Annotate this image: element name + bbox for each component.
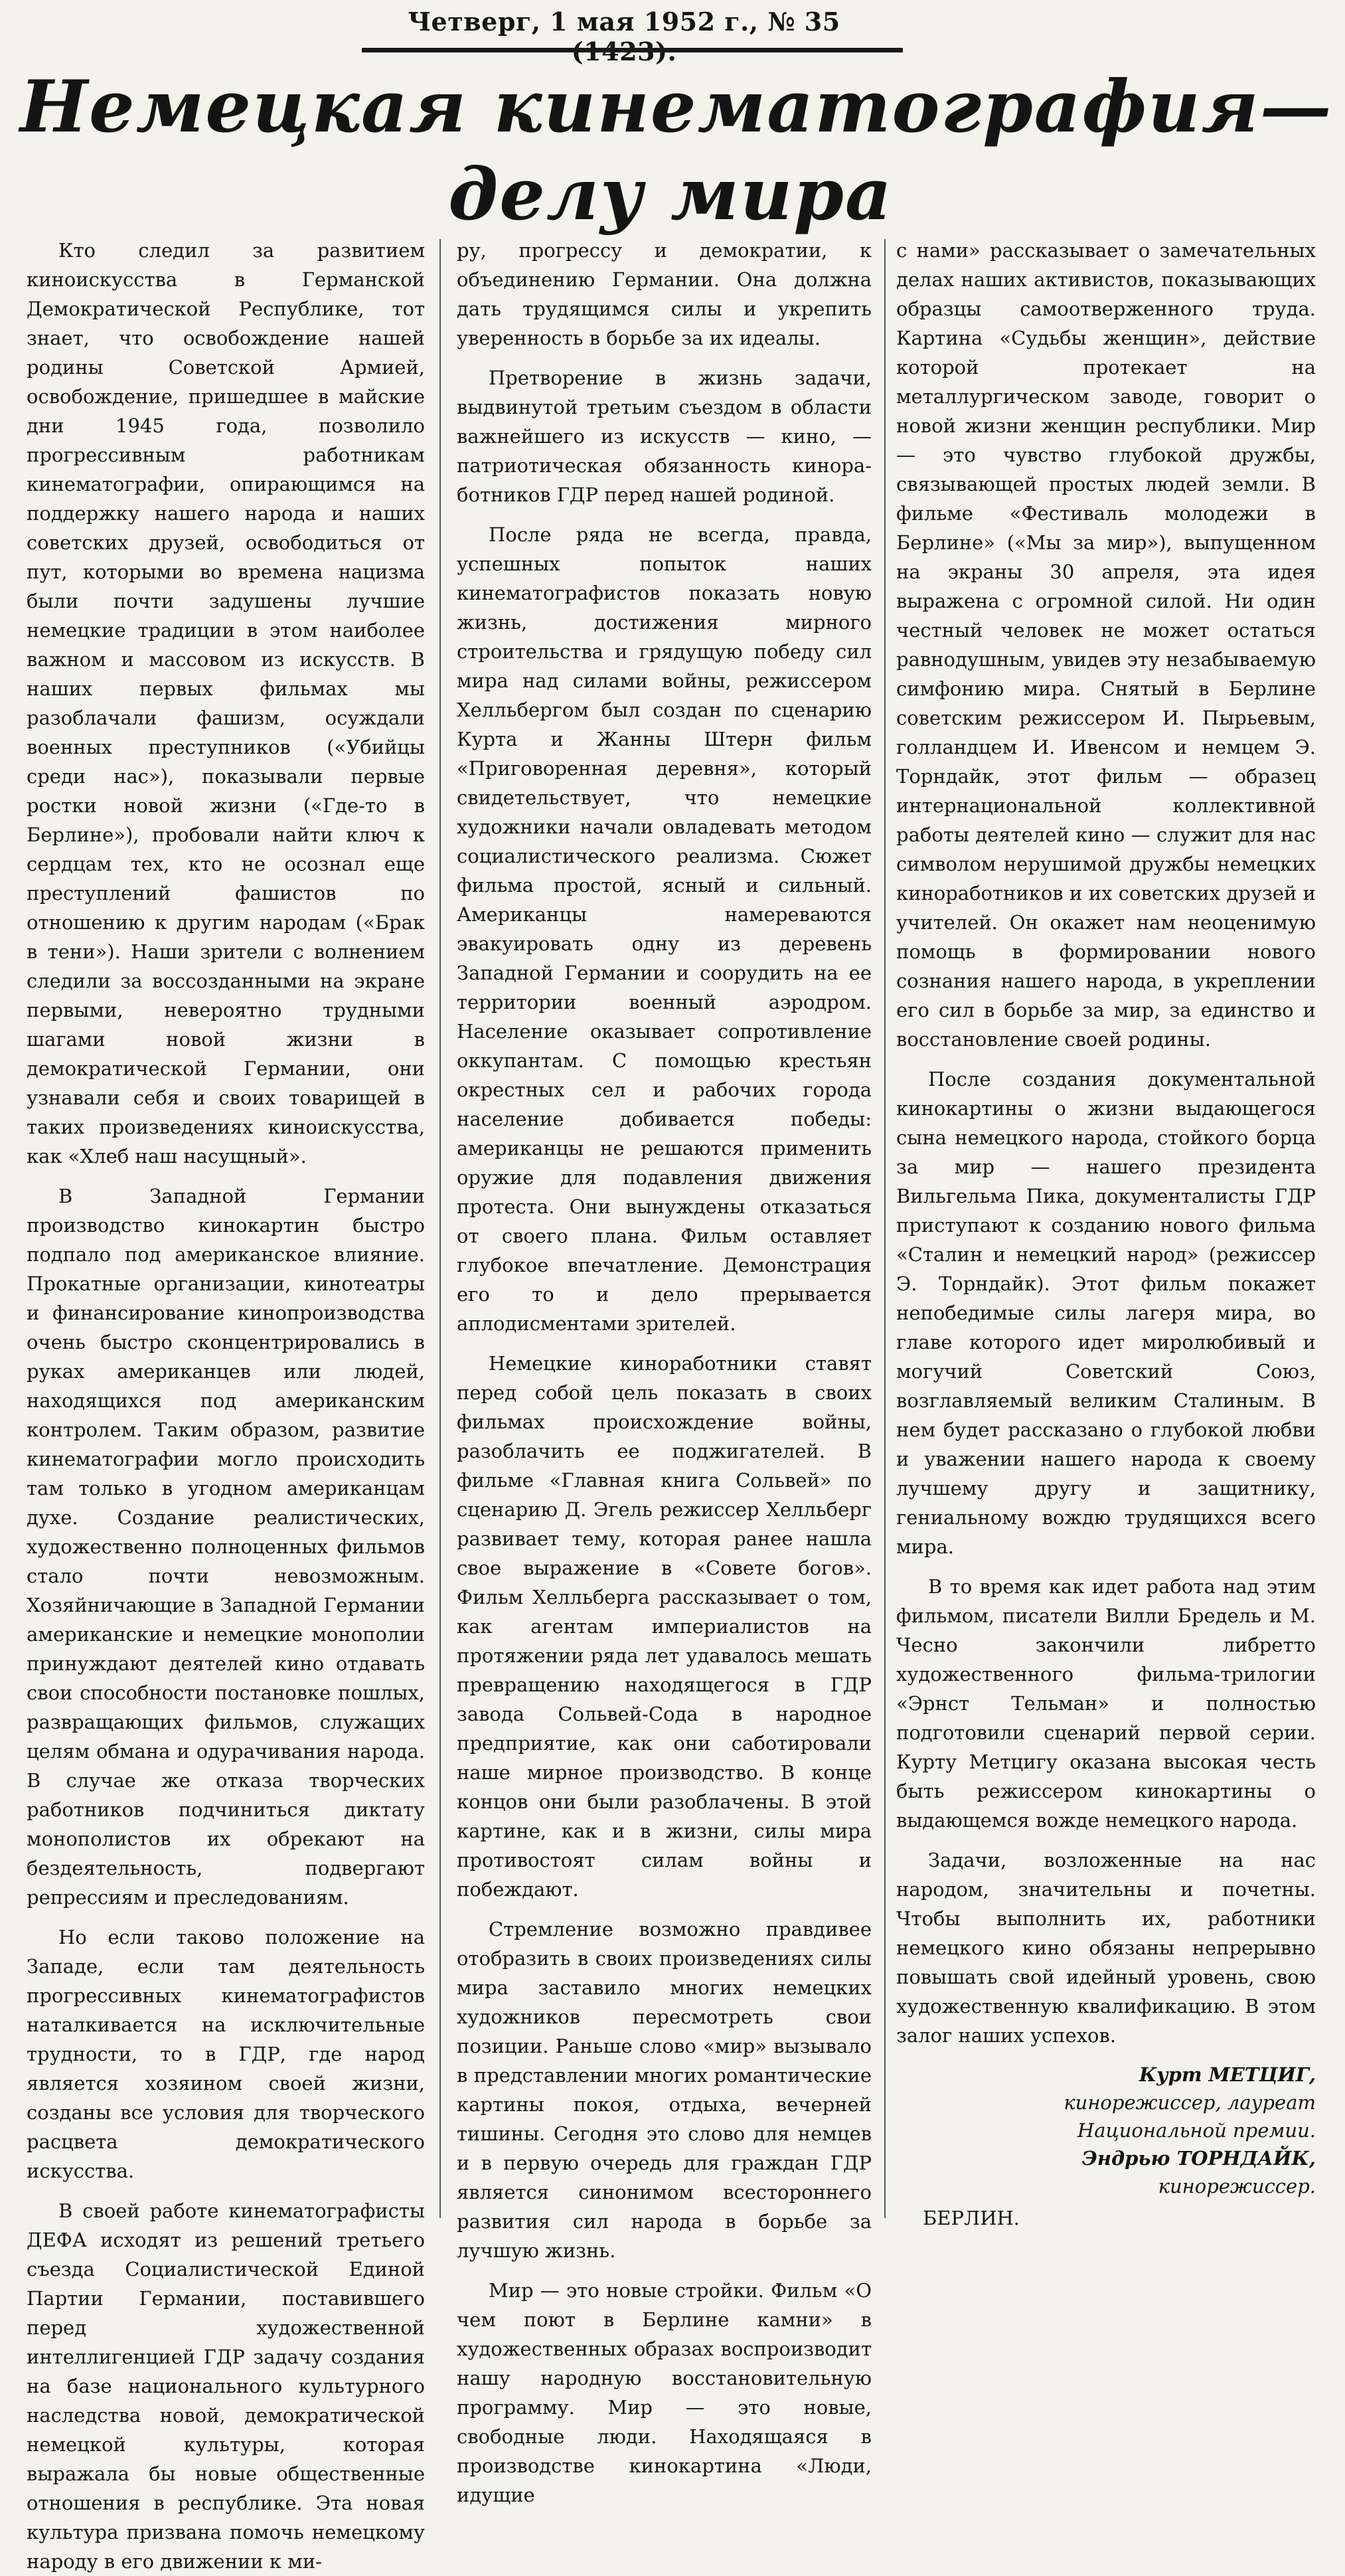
author-role-2: кинорежиссер. — [1158, 2175, 1316, 2197]
article-headline — [20, 63, 1333, 238]
article-column-3 — [896, 236, 1316, 2229]
paragraph: Мир — это новые стройки. Фильм «О чем поют в Берлине камни» в художественных образах воспроизводит нашу народную восстановительную программу. Мир — это новые, свободные люди. Находящаяся в производстве кинокартина «Люди, идущие — [457, 2279, 872, 2506]
dateline-rule — [362, 48, 903, 52]
headline-line-2: делу мира — [448, 153, 893, 236]
author-name-2: Эндрью ТОРНДАЙК, — [1081, 2147, 1316, 2170]
column-rule-1 — [439, 239, 441, 2218]
signature-block — [896, 2061, 1316, 2232]
article-column-1 — [27, 236, 425, 2573]
paragraph: Но если таково положение на Западе, если там деятельность прогрессивных кинематографистов наталкивается на исключительные трудности, то в ГДР, где народ является хозяином своей жизни, созданы все условия для творческого расцвета демократического искусства. — [27, 1926, 425, 2182]
paragraph: В своей работе кинематографисты ДЕФА исходят из решений третьего съезда Социалистической Единой Партии Германии, поставившего перед художественной интеллигенцией ГДР задачу создания на базе национального культурного наследства новой, демократической немецкой культуры, которая выражала бы новые общественные отношения в республике. Эта новая культура призвана помочь немецкому народу в его движении к ми- — [27, 2199, 425, 2573]
paragraph: Немецкие кинoработники ставят перед собой цель показать в своих фильмах происхождение войны, разоблачить ее поджигателей. В фильме «Главная книга Сольвей» по сценарию Д. Эгель режиссер Хелльберг развивает тему, которая ранее нашла свое выражение в «Совете богов». Фильм Хелльберга рассказывает о том, как агентам империалистов на протяжении ряда лет удавалось мешать превращению находящегося в ГДР завода Сольвей-Сода в народное предприятие, как они саботировали наше мирное производство. В конце концов они были разоблачены. В этой картине, как и в жизни, силы мира противостоят силам войны и побеждают. — [457, 1352, 872, 1901]
paragraph: Стремление возможно правдивее отобразить в своих произведениях силы мира заставило многих немецких художников пересмотреть свои позиции. Раньше слово «мир» вызывало в представлении многих романтические картины покоя, отдыха, вечерней тишины. Сегодня это слово для немцев и в первую очередь для граждан ГДР является синонимом всестороннего развития сил народа в борьбе за лучшую жизнь. — [457, 1918, 872, 2262]
paragraph: После создания документальной кинокартины о жизни выдающегося сына немецкого народа, стойкого борца за мир — нашего президента Вильгельма Пика, документалисты ГДР приступают к созданию нового фильма «Сталин и немецкий народ» (режиссер Э. Торндайк). Этот фильм покажет непобедимые силы лагеря мира, во главе которого идет миролюбивый и могучий Советский Союз, возглавляемый великим Сталиным. В нем будет рассказано о глубокой любви и уважении нашего народа к своему лучшему другу и защитнику, гениальному вождю трудящихся всего мира. — [896, 1068, 1316, 1558]
paragraph: Кто следил за развитием киноискусства в Германской Демократической Республике, тот знает, что освобождение нашей родины Советской Армией, освобождение, пришедшее в майские дни 1945 года, позволило прогрессивным работникам кинематографии, опирающимся на поддержку нашего народа и наших советских друзей, освободиться от пут, которыми во времена нацизма были почти задушены лучшие немецкие традиции в этом наиболее важном и массовом из искусств. В наших первых фильмах мы разоблачали фашизм, осуждали военных преступников («Убийцы среди нас»), показывали первые ростки новой жизни («Где-то в Берлине»), пробовали найти ключ к сердцам тех, кто не осознал еще преступлений фашистов по отношению к другим народам («Брак в тени»). Наши зрители с волнением следили за воссозданными на экране первыми, невероятно трудными шагами новой жизни в демократической Германии, они узнавали себя и своих товарищей в таких произведениях киноискусства, как «Хлеб наш насущный». — [27, 239, 425, 1167]
article-column-2 — [457, 236, 872, 2506]
dateline: Четверг, 1 мая 1952 г., № 35 — [408, 7, 840, 37]
dateline-city: БЕРЛИН. — [923, 2207, 1020, 2229]
column-rule-2 — [884, 239, 886, 2218]
paragraph: В то время как идет работа над этим фильмом, писатели Вилли Бредель и М. Чесно закончили либретто художественного фильма-трилогии «Эрнст Тельман» и полностью подготовили сценарий первой серии. Курту Метцигу оказана высокая честь быть режиссером кинокартины о выдающемся вожде немецкого народа. — [896, 1575, 1316, 1832]
paragraph: Претворение в жизнь задачи, выдвинутой третьим съездом в области важнейшего из искусств — кино, — патриотическая обязанность кинора-ботников ГДР перед нашей родиной. — [457, 367, 872, 506]
paragraph: В Западной Германии производство кинокартин быстро подпало под американское влияние. Прокатные организации, кинотеатры и финансирование кинопроизводства очень быстро сконцентрировались в руках американцев или людей, находящихся под американским контролем. Таким образом, развитие кинематографии могло происходить там только в угодном американцам духе. Создание реалистических, художественно полноценных фильмов стало почти невозможным. Хозяйничающие в Западной Германии американские и немецкие монополии принуждают деятелей кино отдавать свои способности постановке пошлых, развращающих фильмов, служащих целям обмана и одурачивания народа. В случае же отказа творческих работников подчиниться диктату монополистов их обрекают на бездеятельность, подвергают репрессиям и преследованиям. — [27, 1185, 425, 1909]
paragraph: После ряда не всегда, правда, успешных попыток наших кинематографистов показать новую жизнь, достижения мирного строительства и грядущую победу сил мира над силами войны, режиссером Хелльбергом был создан по сценарию Курта и Жанны Штерн фильм «Приговоренная деревня», который свидетельствует, что немецкие художники начали овладевать методом социалистического реализма. Сюжет фильма простой, ясный и сильный. Американцы намереваются эвакуировать одну из деревень Западной Германии и соорудить на ее территории военный аэродром. Население оказывает сопротивление оккупантам. С помощью крестьян окрестных сел и рабочих города население добивается победы: американцы не решаются применить оружие для подавления движения протеста. Они вынуждены отказаться от своего плана. Фильм оставляет глубокое впечатление. Демонстрация его то и дело прерывается аплодисментами зрителей. — [457, 523, 872, 1335]
paragraph: Задачи, возложенные на нас народом, значительны и почетны. Чтобы выполнить их, работники немецкого кино обязаны непрерывно повышать свой идейный уровень, свою художественную квалификацию. В этом залог наших успехов. — [896, 1849, 1316, 2047]
paragraph: с нами» рассказывает о замечательных делах наших активистов, показывающих образцы самоотверженного труда. Картина «Судьбы женщин», действие которой протекает на металлургическом заводе, говорит о новой жизни женщин республики. Мир — это чувство глубокой дружбы, связывающей простых людей земли. В фильме «Фестиваль молодежи в Берлине» («Мы за мир»), выпущенном на экраны 30 апреля, эта идея выражена с огромной силой. Ни один честный человек не может остаться равнодушным, увидев эту незабываемую симфонию мира. Снятый в Берлине советским режиссером И. Пырьевым, голландцем И. Ивенсом и немцем Э. Торндайк, этот фильм — образец интернациональной коллективной работы деятелей кино — служит для нас символом нерушимой дружбы немецких кинoработников и их советских друзей и учителей. Он окажет нам неоценимую помощь в формировании нового сознания нашего народа, в укреплении его сил в борьбе за мир, за единство и восстановление своей родины. — [896, 239, 1316, 1051]
paragraph: ру, прогрессу и демократии, к объединению Германии. Она должна дать трудящимся силы и укрепить уверенность в борьбе за их идеалы. — [457, 239, 872, 349]
author-role-1: кинорежиссер, лауреат Национальной премии. — [1064, 2091, 1316, 2142]
author-name-1: Курт МЕТЦИГ, — [1139, 2063, 1316, 2086]
headline-line-1: Немецкая кинематография— — [20, 65, 1333, 149]
